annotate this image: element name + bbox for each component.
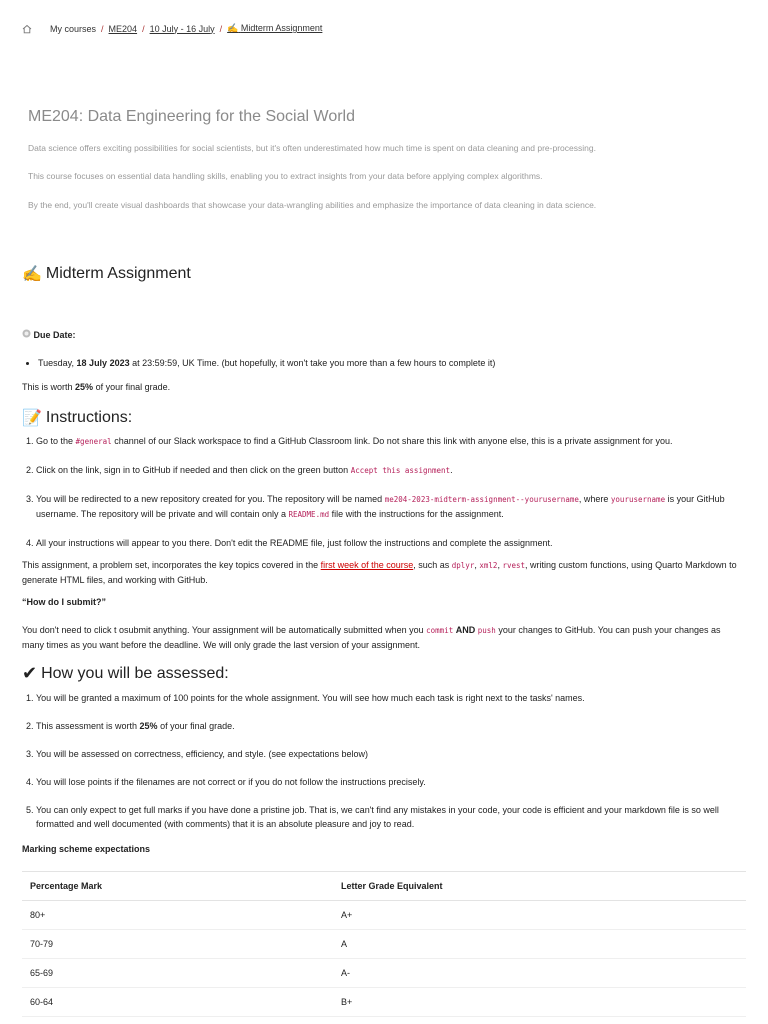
assessment-heading-text: How you will be assessed:	[41, 664, 229, 682]
instruction-step-1: 1. Go to the #general channel of our Slack workspace to find a GitHub Classroom link. Do not share this link with anyone else, this is a private assignment for you.	[36, 434, 758, 449]
grade-cell: B+	[333, 988, 746, 1017]
assessment-heading	[22, 663, 229, 684]
course-title: ME204: Data Engineering for the Social World	[28, 108, 355, 125]
submit-question: “How do I submit?”	[22, 597, 106, 607]
midterm-heading	[22, 264, 191, 284]
memo-icon: 📝	[22, 410, 42, 427]
repo-name-code: me204-2023-midterm-assignment--yourusername	[384, 495, 579, 504]
assessment-item-5: 5. You can only expect to get full marks if you have done a pristine job. That is, we can't find any mistakes in your code, your code is efficient and your markdown file is so well formatted and well documented (with comments) that it is an absolute pleasure and joy to read.	[36, 803, 758, 831]
course-description-3: By the end, you'll create visual dashboards that showcase your data-wrangling abilities and emphasize the importance of data cleaning in data science.	[28, 200, 597, 210]
check-mark-icon: ✔	[22, 663, 38, 683]
instructions-heading-text: Instructions:	[45, 409, 133, 426]
percentage-cell: 60-64	[22, 988, 333, 1017]
grading-table	[22, 871, 746, 1017]
column-header-letter-grade: Letter Grade Equivalent	[333, 872, 746, 901]
table-header-row	[22, 872, 746, 901]
home-icon[interactable]	[22, 24, 32, 34]
assessment-item-4: 4. You will lose points if the filenames are not correct or if you do not follow the instructions precisely.	[36, 775, 758, 789]
first-week-link[interactable]: first week of the course	[320, 560, 414, 570]
percentage-cell: 80+	[22, 901, 333, 930]
instruction-step-2: 2. Click on the link, sign in to GitHub if needed and then click on the green button Accept this assignment.	[36, 463, 758, 478]
table-row	[22, 959, 746, 988]
writing-hand-icon: ✍️	[227, 23, 239, 33]
breadcrumb-assignment-label: Midterm Assignment	[240, 23, 323, 33]
instruction-step-4: 4. All your instructions will appear to you there. Don't edit the README file, just follow the instructions and complete the assignment.	[36, 536, 758, 550]
due-date-list	[22, 356, 495, 370]
username-code: yourusername	[610, 495, 666, 504]
readme-code: README.md	[288, 510, 330, 519]
instructions-list	[22, 434, 758, 564]
due-date-label: Due Date	[33, 330, 73, 340]
slack-channel-code: #general	[75, 437, 112, 446]
writing-hand-icon: ✍️	[22, 266, 42, 283]
percentage-cell: 65-69	[22, 959, 333, 988]
assessment-item-2: 2. This assessment is worth 25% of your final grade.	[36, 719, 758, 733]
due-date-value: 18 July 2023	[76, 358, 130, 368]
instructions-heading	[22, 408, 132, 428]
marking-scheme-heading: Marking scheme expectations	[22, 844, 151, 854]
breadcrumb-my-courses[interactable]: My courses	[50, 23, 97, 34]
calendar-icon	[22, 330, 31, 340]
table-row	[22, 901, 746, 930]
submit-answer: You don't need to click t osubmit anything. Your assignment will be automatically submitted when you commit AND push your changes to GitHub. You can push your changes as many times as you want before the deadline. We will only grade the last version of your assignment.	[22, 625, 721, 650]
table-row	[22, 988, 746, 1017]
breadcrumb	[22, 23, 322, 34]
table-row	[22, 930, 746, 959]
breadcrumb-week-link[interactable]: 10 July - 16 July	[149, 23, 215, 34]
course-description-2: This course focuses on essential data handling skills, enabling you to extract insights from your data before applying complex algorithms.	[28, 171, 543, 181]
instruction-step-3: 3. You will be redirected to a new repository created for you. The repository will be named me204-2023-midterm-assignment--yourusername, where yourusername is your GitHub username. The repository will be private and will contain only a README.md file with the instructions for the assignment.	[36, 492, 758, 522]
breadcrumb-separator: /	[142, 23, 145, 34]
breadcrumb-assignment-link[interactable]	[227, 23, 322, 34]
percentage-cell: 70-79	[22, 930, 333, 959]
due-date-line: Due Date:	[22, 328, 76, 342]
assessment-list	[22, 691, 758, 845]
grade-cell: A+	[333, 901, 746, 930]
breadcrumb-separator: /	[219, 23, 223, 34]
breadcrumb-course-link[interactable]: ME204	[108, 23, 138, 34]
worth-line: This is worth 25% of your final grade.	[22, 382, 171, 392]
breadcrumb-separator: /	[101, 23, 104, 34]
course-description-1: Data science offers exciting possibilities for social scientists, but it's often underestimated how much time is spent on data cleaning and pre-processing.	[28, 143, 596, 153]
accept-button-code: Accept this assignment	[350, 466, 451, 475]
grade-cell: A	[333, 930, 746, 959]
assessment-item-3: 3. You will be assessed on correctness, efficiency, and style. (see expectations below)	[36, 747, 758, 761]
due-date-item: • Tuesday, 18 July 2023 at 23:59:59, UK Time. (but hopefully, it won't take you more than a few hours to complete it)	[38, 356, 495, 370]
grade-cell: A-	[333, 959, 746, 988]
assignment-topics-paragraph: This assignment, a problem set, incorporates the key topics covered in the first week of the course, such as dplyr, xml2, rvest, writing custom functions, using Quarto Markdown to generate HTML files, and working with GitHub.	[22, 560, 737, 585]
worth-percent: 25%	[75, 382, 94, 392]
column-header-percentage: Percentage Mark	[22, 872, 333, 901]
assessment-item-1: 1. You will be granted a maximum of 100 points for the whole assignment. You will see how much each task is right next to the tasks' names.	[36, 691, 758, 705]
midterm-heading-text: Midterm Assignment	[45, 265, 191, 282]
